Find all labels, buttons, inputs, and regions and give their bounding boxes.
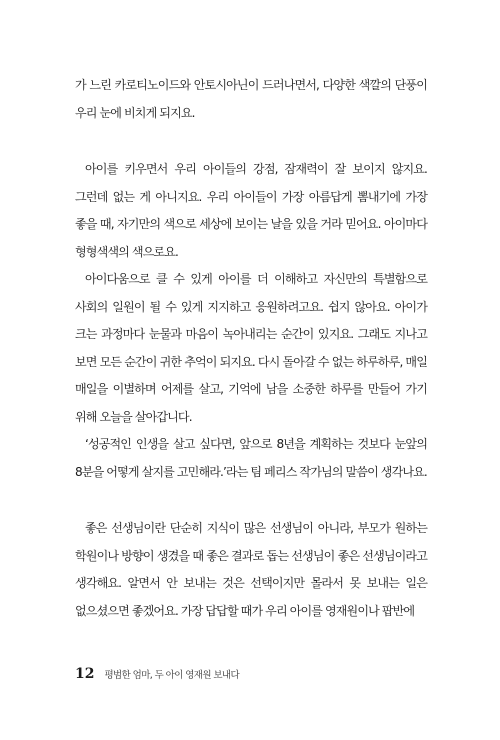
page-footer (75, 664, 239, 684)
paragraph-quote: ‘성공적인 인생을 살고 싶다면, 앞으로 8년을 계획하는 것보다 눈앞의 8분을 어떻게 살지를 고민해라.’라는 팀 페리스 작가님의 말씀이 생각나요. (75, 437, 427, 479)
page-number: 12 (75, 666, 95, 682)
paragraph-gap (75, 486, 427, 515)
running-title: 평범한 엄마, 두 아이 영재원 보내다 (104, 670, 240, 681)
paragraph-children-strengths: 아이를 키우면서 우리 아이들의 강점, 잠재력이 잘 보이지 않지요. 그런데 없는 게 아니지요. 우리 아이들이 가장 아름답게 뽐내기에 가장 좋을 때, 자기만의 색으로 세상에 보이는 날을 있을 거라 믿어요. 아이마다 형형색색의 색으로요. (75, 162, 427, 259)
page-body (75, 72, 427, 625)
paragraph-good-teacher: 좋은 선생님이란 단순히 지식이 많은 선생님이 아니라, 부모가 원하는 학원이나 방향이 생겼을 때 좋은 결과로 돕는 선생님이 좋은 선생님이라고 생각해요. 알면서 안 보내는 것은 선택이지만 몰라서 못 보내는 일은 없으셨으면 좋겠어요. 가장 답답할 때가 우리 아이를 영재원이나 팝반에 (75, 521, 427, 618)
paragraph-support-children: 아이다움으로 클 수 있게 아이를 더 이해하고 자신만의 특별함으로 사회의 일원이 될 수 있게 지지하고 응원하려고요. 쉽지 않아요. 아이가 크는 과정마다 눈물과 마음이 녹아내리는 순간이 있지요. 그래도 지나고 보면 모든 순간이 귀한 추억이 되지요. 다시 돌아갈 수 없는 하루하루, 매일 매일을 이별하며 어제를 살고, 기억에 남을 소중한 하루를 만들어 가기 위해 오늘을 살아갑니다. (75, 272, 427, 424)
paragraph-continuation: 가 느린 카로티노이드와 안토시아닌이 드러나면서, 다양한 색깔의 단풍이 우리 눈에 비치게 되지요. (75, 78, 427, 120)
paragraph-gap (75, 127, 427, 156)
